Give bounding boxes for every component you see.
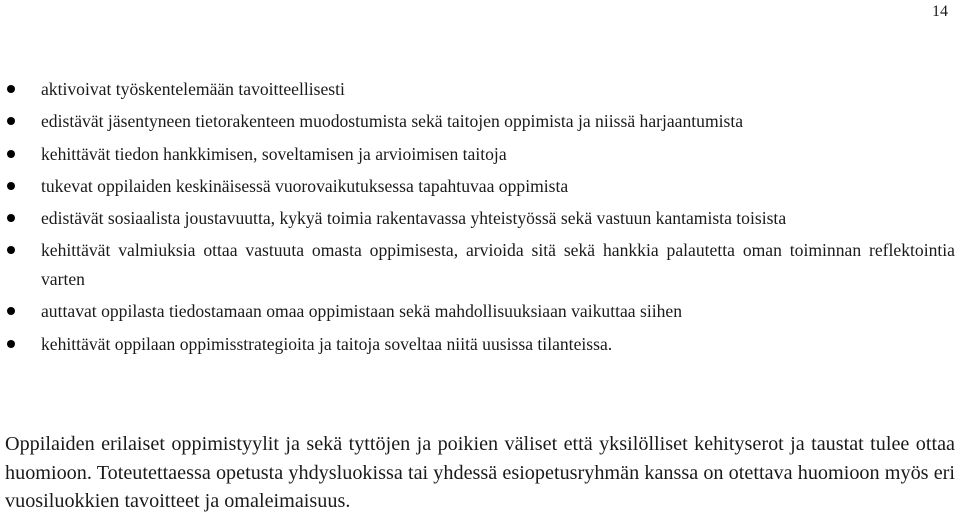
list-item xyxy=(0,140,960,169)
page-number: 14 xyxy=(932,3,948,20)
bullet-list xyxy=(0,75,960,362)
list-item-text: tukevat oppilaiden keskinäisessä vuorovaikutuksessa tapahtuvaa oppimista xyxy=(41,175,569,196)
list-item xyxy=(0,330,960,359)
list-item-text: edistävät jäsentyneen tietorakenteen muodostumista sekä taitojen oppimista ja niissä harjaantumista xyxy=(41,111,744,132)
list-item xyxy=(0,236,960,293)
bullet-icon xyxy=(7,85,15,93)
bullet-icon xyxy=(7,340,15,348)
bullet-icon xyxy=(7,117,15,125)
bullet-icon xyxy=(7,182,15,190)
bullet-icon xyxy=(7,150,15,158)
list-item xyxy=(0,107,960,136)
list-item-text: aktivoivat työskentelemään tavoitteellisesti xyxy=(41,79,345,99)
bullet-icon xyxy=(7,214,15,222)
list-item xyxy=(0,75,960,104)
list-item-text: auttavat oppilasta tiedostamaan omaa oppimistaan sekä mahdollisuuksiaan vaikuttaa siihen xyxy=(41,301,683,322)
list-item xyxy=(0,297,960,326)
list-item-text: kehittävät tiedon hankkimisen, soveltamisen ja arvioimisen taitoja xyxy=(41,143,507,164)
list-item-text: edistävät sosiaalista joustavuutta, kykyä toimia rakentavassa yhteistyössä sekä vastuun kantamista toisista xyxy=(41,208,787,229)
list-item xyxy=(0,204,960,233)
list-item-text: kehittävät valmiuksia ottaa vastuuta omasta oppimisesta, arvioida sitä sekä hankkia palautetta oman toiminnan reflektointia varten xyxy=(41,240,955,289)
bullet-icon xyxy=(7,246,15,254)
body-paragraph: Oppilaiden erilaiset oppimistyylit ja sekä tyttöjen ja poikien väliset että yksilölliset kehityserot ja taustat tulee ottaa huomioon. Toteutettaessa opetusta yhdysluokissa tai yhdessä esiopetusryhmän kanssa on otettava huomioon myös eri vuosiluokkien tavoitteet ja omaleimaisuus. xyxy=(5,433,955,512)
list-item-text: kehittävät oppilaan oppimisstrategioita ja taitoja soveltaa niitä uusissa tilanteissa. xyxy=(41,333,613,354)
bullet-icon xyxy=(7,307,15,315)
list-item xyxy=(0,172,960,201)
